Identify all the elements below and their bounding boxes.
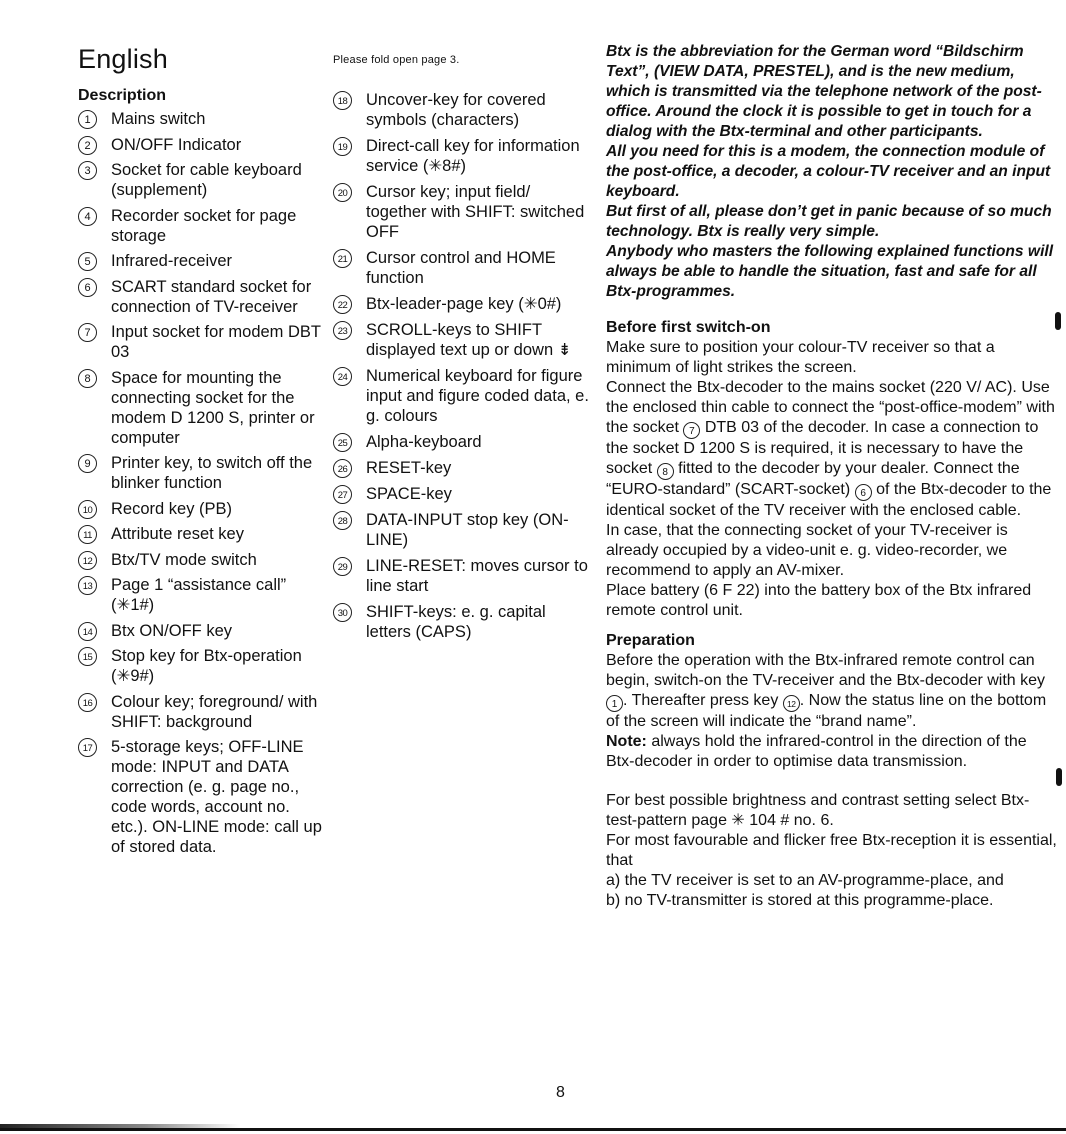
- key-number-badge: 18: [333, 91, 352, 110]
- key-list-item: [78, 251, 328, 271]
- key-description: DATA-INPUT stop key (ON-LINE): [366, 511, 569, 549]
- text-run: always hold the infrared-control in the direction of the Btx-decoder in order to optimise data transmission.: [606, 733, 1027, 770]
- key-number-ref: 12: [783, 695, 800, 712]
- key-number-badge: 24: [333, 367, 352, 386]
- key-number-badge: 25: [333, 433, 352, 452]
- key-list-item: [333, 510, 595, 550]
- key-description: Btx ON/OFF key: [111, 621, 233, 640]
- key-list-item: [333, 366, 595, 426]
- key-description: SCROLL-keys to SHIFT displayed text up or down ⇟: [366, 321, 572, 359]
- key-description: Page 1 “assistance call” (✳1#): [111, 576, 287, 614]
- key-list-item: [78, 621, 328, 641]
- key-list-item: [78, 692, 328, 732]
- key-number-badge: 23: [333, 321, 352, 340]
- key-number-badge: 7: [78, 323, 97, 342]
- paragraph: Make sure to position your colour-TV receiver so that a minimum of light strikes the screen.: [606, 339, 995, 376]
- paragraph: [606, 378, 1058, 521]
- key-list-item: [78, 575, 328, 615]
- key-description: SPACE-key: [366, 485, 452, 503]
- key-list-item: [333, 602, 595, 642]
- key-list-item: [78, 206, 328, 246]
- key-number-badge: 8: [78, 369, 97, 388]
- key-description: LINE-RESET: moves cursor to line start: [366, 557, 588, 595]
- intro-block: [606, 42, 1058, 302]
- key-number-badge: 4: [78, 207, 97, 226]
- key-list-item: [333, 484, 595, 504]
- key-number-badge: 9: [78, 454, 97, 473]
- intro-paragraph: All you need for this is a modem, the connection module of the post-office, a decoder, a colour-TV receiver and an input keyboard.: [606, 143, 1051, 200]
- key-list-item: [333, 320, 595, 360]
- key-description: SCART standard socket for connection of TV-receiver: [111, 277, 312, 316]
- key-description: Uncover-key for covered symbols (characters): [366, 91, 546, 129]
- language-heading: English: [78, 44, 168, 74]
- text-run: of the Btx-decoder to the identical socket of the TV receiver with the enclosed cable.: [606, 481, 1052, 519]
- key-list-part-2: [333, 90, 595, 642]
- key-description: ON/OFF Indicator: [111, 135, 242, 154]
- key-number-badge: 12: [78, 551, 97, 570]
- text-run: . Thereafter press key: [623, 692, 783, 709]
- key-list-item: [78, 550, 328, 570]
- key-number-badge: 27: [333, 485, 352, 504]
- key-description: Cursor key; input field/ together with SHIFT: switched OFF: [366, 183, 585, 241]
- paragraph: [606, 651, 1058, 732]
- key-description: Printer key, to switch off the blinker function: [111, 454, 313, 492]
- key-list-item: [78, 109, 328, 129]
- note-paragraph: [606, 732, 1058, 772]
- margin-mark: [1056, 768, 1062, 786]
- key-description: Btx-leader-page key (✳0#): [366, 295, 562, 313]
- key-number-ref: 8: [657, 463, 674, 480]
- key-list-item: [78, 368, 328, 448]
- key-description: Numerical keyboard for figure input and figure coded data, e. g. colours: [366, 367, 589, 425]
- key-description: RESET-key: [366, 459, 452, 477]
- key-number-badge: 6: [78, 278, 97, 297]
- key-description: Alpha-keyboard: [366, 433, 482, 451]
- key-list-item: [78, 160, 328, 200]
- before-first-switch-on-heading: Before first switch-on: [606, 319, 771, 336]
- description-heading: Description: [78, 87, 167, 104]
- key-number-badge: 28: [333, 511, 352, 530]
- key-list-item: [78, 322, 328, 362]
- intro-paragraph: Anybody who masters the following explained functions will always be able to handle the situation, fast and safe for all Btx-programmes.: [606, 243, 1054, 300]
- key-list-item: [333, 294, 595, 314]
- margin-mark: [1055, 312, 1061, 330]
- key-description: Record key (PB): [111, 499, 233, 518]
- key-description: Btx/TV mode switch: [111, 550, 257, 569]
- key-number-badge: 13: [78, 576, 97, 595]
- key-description: Cursor control and HOME function: [366, 249, 556, 287]
- key-number-badge: 17: [78, 738, 97, 757]
- key-list-item: [333, 248, 595, 288]
- key-description: Attribute reset key: [111, 525, 244, 543]
- text-run: Before the operation with the Btx-infrared remote control can begin, switch-on the TV-receiver and the Btx-decoder with key: [606, 652, 1046, 689]
- key-list-item: [333, 90, 595, 130]
- paragraph: a) the TV receiver is set to an AV-programme-place, and: [606, 872, 1004, 889]
- intro-paragraph: Btx is the abbreviation for the German word “Bildschirm Text”, (VIEW DATA, PRESTEL), and is the new medium, which is transmitted via the telephone network of the post-office. Around the clock it is possible to get in touch for a dialog with the Btx-terminal and other participants.: [606, 43, 1042, 140]
- key-description: Infrared-receiver: [111, 252, 233, 270]
- key-description: 5-storage keys; OFF-LINE mode: INPUT and DATA correction (e. g. page no., code words, account no. etc.). ON-LINE mode: call up of stored data.: [111, 738, 322, 856]
- key-list-item: [333, 458, 595, 478]
- key-list-column-2: [333, 54, 595, 648]
- key-list-item: [78, 524, 328, 544]
- key-list-item: [78, 646, 328, 686]
- key-number-badge: 30: [333, 603, 352, 622]
- key-list-item: [333, 136, 595, 176]
- fold-open-note: Please fold open page 3.: [333, 54, 460, 66]
- key-list-item: [333, 432, 595, 452]
- key-list-item: [333, 182, 595, 242]
- description-column: [78, 44, 328, 863]
- key-number-badge: 3: [78, 161, 97, 180]
- key-description: Socket for cable keyboard (supplement): [111, 161, 302, 199]
- paragraph: For most favourable and flicker free Btx-reception it is essential, that: [606, 832, 1057, 869]
- paragraph: For best possible brightness and contrast setting select Btx-test-pattern page ✳ 104 # no. 6.: [606, 792, 1030, 829]
- preparation-heading: Preparation: [606, 632, 695, 649]
- bottom-rule: [0, 1128, 1066, 1131]
- key-description: Space for mounting the connecting socket for the modem D 1200 S, printer or computer: [111, 368, 315, 447]
- key-number-badge: 20: [333, 183, 352, 202]
- key-description: Colour key; foreground/ with SHIFT: background: [111, 692, 318, 731]
- key-number-badge: 11: [78, 525, 97, 544]
- key-list-item: [333, 556, 595, 596]
- text-run: . Now the status line on the bottom of the screen will indicate the “brand name”.: [606, 692, 1047, 730]
- text-run: fitted to the decoder by your dealer. Connect the “EURO-standard” (SCART-socket): [606, 460, 1020, 498]
- key-list-item: [78, 135, 328, 155]
- key-list-item: [78, 453, 328, 493]
- key-description: Input socket for modem DBT 03: [111, 323, 321, 361]
- key-number-badge: 14: [78, 622, 97, 641]
- key-description: SHIFT-keys: e. g. capital letters (CAPS): [366, 603, 546, 641]
- page-number: 8: [556, 1084, 565, 1101]
- paragraph: In case, that the connecting socket of your TV-receiver is already occupied by a video-unit e. g. video-recorder, we recommend to apply an AV-mixer.: [606, 522, 1008, 579]
- key-number-ref: 7: [683, 422, 700, 439]
- text-run: DTB 03 of the decoder. In case a connection to the socket D 1200 S is required, it is necessary to have the socket: [606, 419, 1039, 477]
- key-number-badge: 16: [78, 693, 97, 712]
- key-number-badge: 19: [333, 137, 352, 156]
- text-run: Connect the Btx-decoder to the mains socket (220 V/ AC). Use the enclosed thin cable to connect the “post-office-modem” with the socket: [606, 379, 1055, 436]
- paragraph: Place battery (6 F 22) into the battery box of the Btx infrared remote control unit.: [606, 582, 1032, 619]
- key-number-ref: 6: [855, 484, 872, 501]
- key-list-item: [78, 277, 328, 317]
- key-description: Mains switch: [111, 110, 206, 128]
- key-description: Recorder socket for page storage: [111, 206, 297, 245]
- key-number-badge: 5: [78, 252, 97, 271]
- key-description: Direct-call key for information service (✳8#): [366, 137, 580, 175]
- key-number-badge: 10: [78, 500, 97, 519]
- note-label: Note:: [606, 733, 647, 750]
- key-number-badge: 15: [78, 647, 97, 666]
- instructions-column: [606, 42, 1058, 911]
- key-number-badge: 22: [333, 295, 352, 314]
- key-number-badge: 1: [78, 110, 97, 129]
- key-list-part-1: [78, 109, 328, 857]
- key-number-badge: 29: [333, 557, 352, 576]
- key-number-badge: 2: [78, 136, 97, 155]
- key-list-item: [78, 737, 328, 857]
- key-list-item: [78, 499, 328, 519]
- key-number-badge: 21: [333, 249, 352, 268]
- paragraph: b) no TV-transmitter is stored at this programme-place.: [606, 892, 994, 909]
- key-number-badge: 26: [333, 459, 352, 478]
- intro-paragraph: But first of all, please don’t get in panic because of so much technology. Btx is really very simple.: [606, 203, 1052, 240]
- key-description: Stop key for Btx-operation (✳9#): [111, 647, 302, 685]
- key-number-ref: 1: [606, 695, 623, 712]
